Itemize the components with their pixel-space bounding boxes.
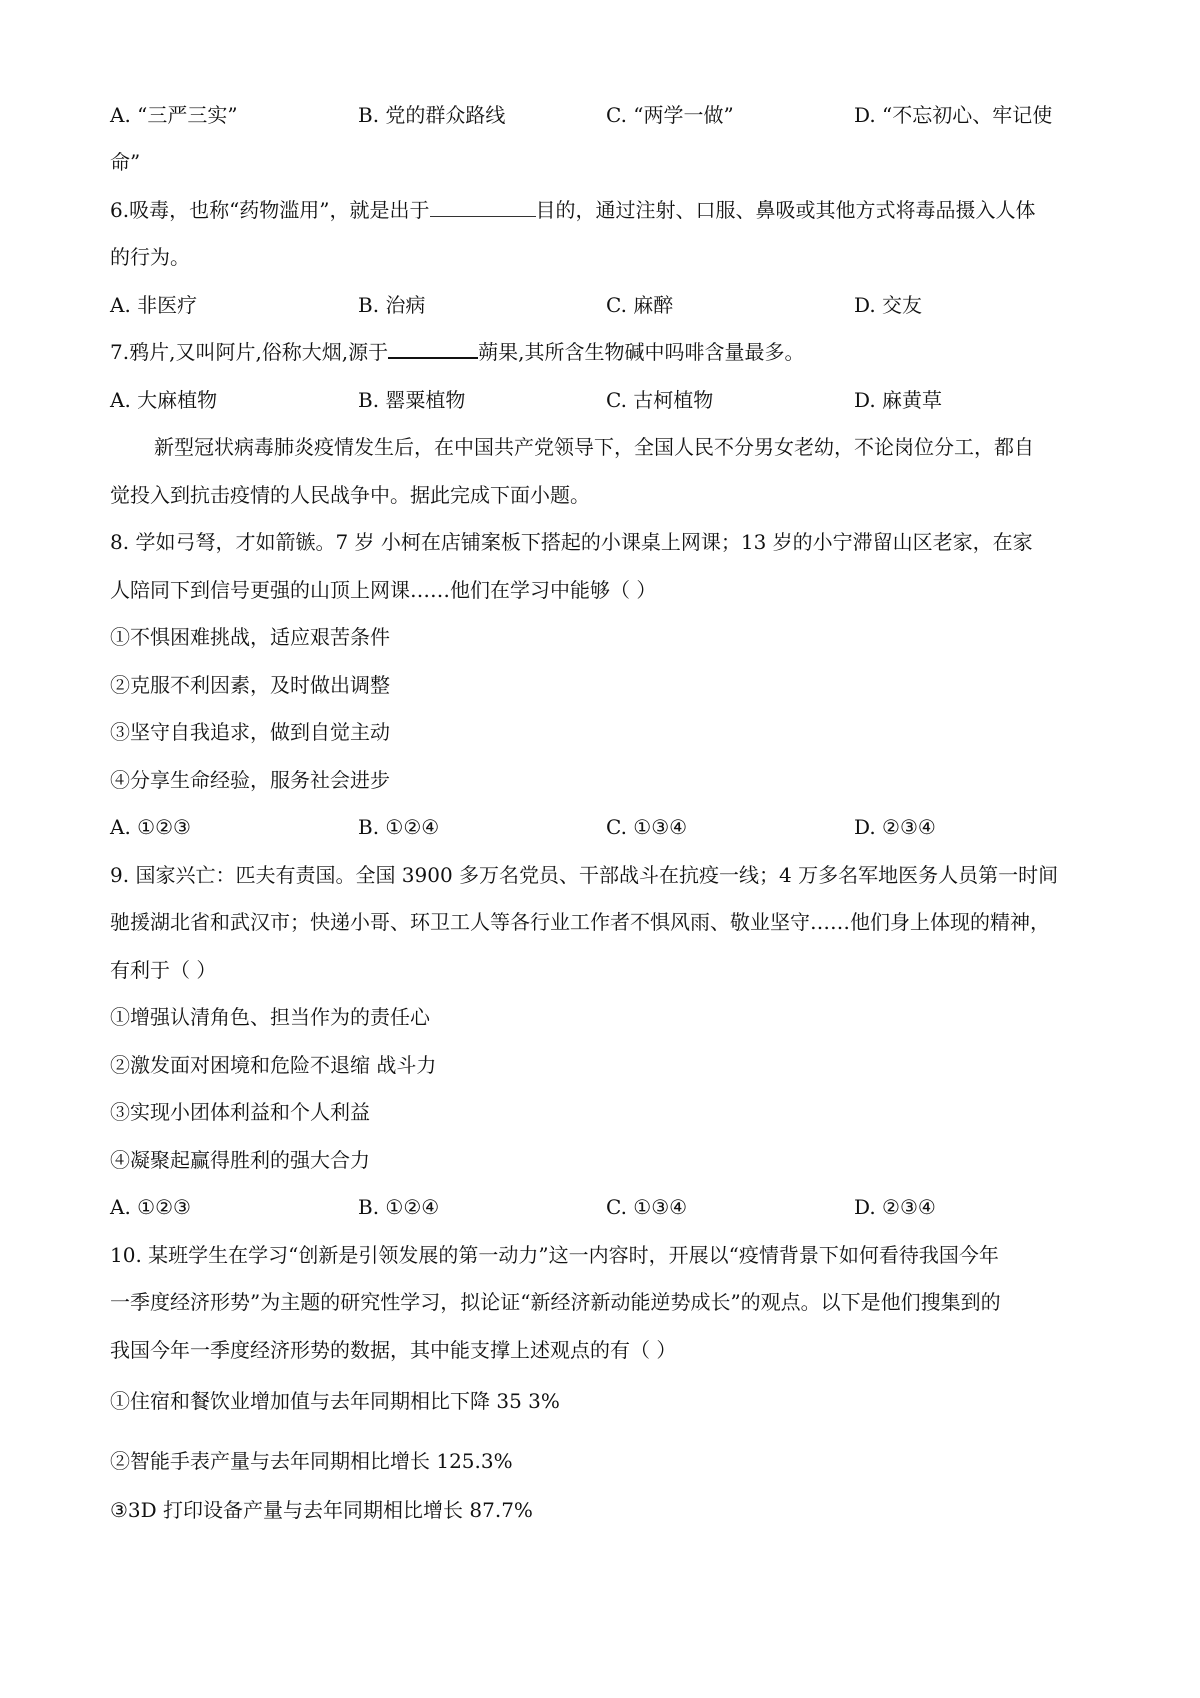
q9-item-3: ③实现小团体利益和个人利益: [110, 1100, 370, 1124]
q10-stem-line3: 我国今年一季度经济形势的数据，其中能支撑上述观点的有（ ）: [110, 1338, 677, 1362]
q9-item-2: ②激发面对困境和危险不退缩 战斗力: [110, 1053, 437, 1077]
q10-item-1: ①住宿和餐饮业增加值与去年同期相比下降 35 3%: [110, 1389, 560, 1413]
q9-option-b: B. ①②④: [358, 1195, 440, 1219]
q5-option-b: B. 党的群众路线: [358, 103, 506, 127]
q9-option-c: C. ①③④: [606, 1195, 688, 1219]
q8-option-a: A. ①②③: [110, 815, 191, 839]
q6-answer-blank: [430, 198, 536, 217]
q6-option-b: B. 治病: [358, 293, 426, 317]
q9-option-d: D. ②③④: [854, 1195, 936, 1219]
q5-option-a: A. “三严三实”: [110, 103, 238, 127]
q6-option-a: A. 非医疗: [110, 293, 198, 317]
q8-item-2: ②克服不利因素，及时做出调整: [110, 673, 390, 697]
q5-options: [110, 101, 1110, 129]
q10-stem-line2: 一季度经济形势”为主题的研究性学习，拟论证“新经济新动能逆势成长”的观点。以下是他们搜集到的: [110, 1290, 1001, 1314]
q9-item-4: ④凝聚起赢得胜利的强大合力: [110, 1148, 370, 1172]
q10-stem-line1: 10. 某班学生在学习“创新是引领发展的第一动力”这一内容时，开展以“疫情背景下如何看待我国今年: [110, 1243, 999, 1267]
q8-stem-line1: 8. 学如弓弩，才如箭镞。7 岁 小柯在店铺案板下搭起的小课桌上网课；13 岁的小宁滞留山区老家，在家: [110, 530, 1033, 554]
q7-option-b: B. 罂粟植物: [358, 388, 466, 412]
q9-options: [110, 1193, 1110, 1221]
q6-stem-before: 6.吸毒，也称“药物滥用”，就是出于: [110, 198, 430, 222]
q8-option-b: B. ①②④: [358, 815, 440, 839]
q8-item-1: ①不惧困难挑战，适应艰苦条件: [110, 625, 390, 649]
q6-options: [110, 291, 1110, 319]
q5-option-c: C. “两学一做”: [606, 103, 734, 127]
q9-stem-line1: 9. 国家兴亡：匹夫有责国。全国 3900 多万名党员、干部战斗在抗疫一线；4 万多名军地医务人员第一时间: [110, 863, 1059, 887]
q8-item-4: ④分享生命经验，服务社会进步: [110, 768, 390, 792]
q9-option-a: A. ①②③: [110, 1195, 191, 1219]
q7-answer-blank: [388, 339, 478, 359]
q9-stem-line3: 有利于（ ）: [110, 958, 217, 982]
q7-stem: [110, 338, 805, 366]
q5-option-d-wrap: 命”: [110, 150, 141, 174]
q7-option-a: A. 大麻植物: [110, 388, 218, 412]
q5-option-d: D. “不忘初心、牢记使: [854, 103, 1053, 127]
q7-option-c: C. 古柯植物: [606, 388, 714, 412]
q8-stem-line2: 人陪同下到信号更强的山顶上网课……他们在学习中能够（ ）: [110, 578, 657, 602]
q6-stem-after: 目的，通过注射、口服、鼻吸或其他方式将毒品摄入人体: [535, 198, 1036, 222]
q10-item-3: ③3D 打印设备产量与去年同期相比增长 87.7%: [110, 1498, 533, 1522]
material-line1: 新型冠状病毒肺炎疫情发生后，在中国共产党领导下，全国人民不分男女老幼，不论岗位分工，都自: [154, 435, 1034, 459]
q8-option-d: D. ②③④: [854, 815, 936, 839]
q6-stem-line2: 的行为。: [110, 245, 190, 269]
q6-stem: [110, 196, 1036, 224]
q7-stem-after: 蒴果,其所含生物碱中吗啡含量最多。: [478, 340, 805, 364]
q6-option-d: D. 交友: [854, 293, 923, 317]
q6-option-c: C. 麻醉: [606, 293, 674, 317]
q8-options: [110, 813, 1110, 841]
q9-item-1: ①增强认清角色、担当作为的责任心: [110, 1005, 430, 1029]
material-line2: 觉投入到抗击疫情的人民战争中。据此完成下面小题。: [110, 483, 590, 507]
q9-stem-line2: 驰援湖北省和武汉市；快递小哥、环卫工人等各行业工作者不惧风雨、敬业坚守……他们身上体现的精神，: [110, 910, 1050, 934]
q7-options: [110, 386, 1110, 414]
q10-item-2: ②智能手表产量与去年同期相比增长 125.3%: [110, 1449, 513, 1473]
q8-option-c: C. ①③④: [606, 815, 688, 839]
q8-item-3: ③坚守自我追求，做到自觉主动: [110, 720, 390, 744]
q7-option-d: D. 麻黄草: [854, 388, 943, 412]
q7-stem-before: 7.鸦片,又叫阿片,俗称大烟,源于: [110, 340, 389, 364]
